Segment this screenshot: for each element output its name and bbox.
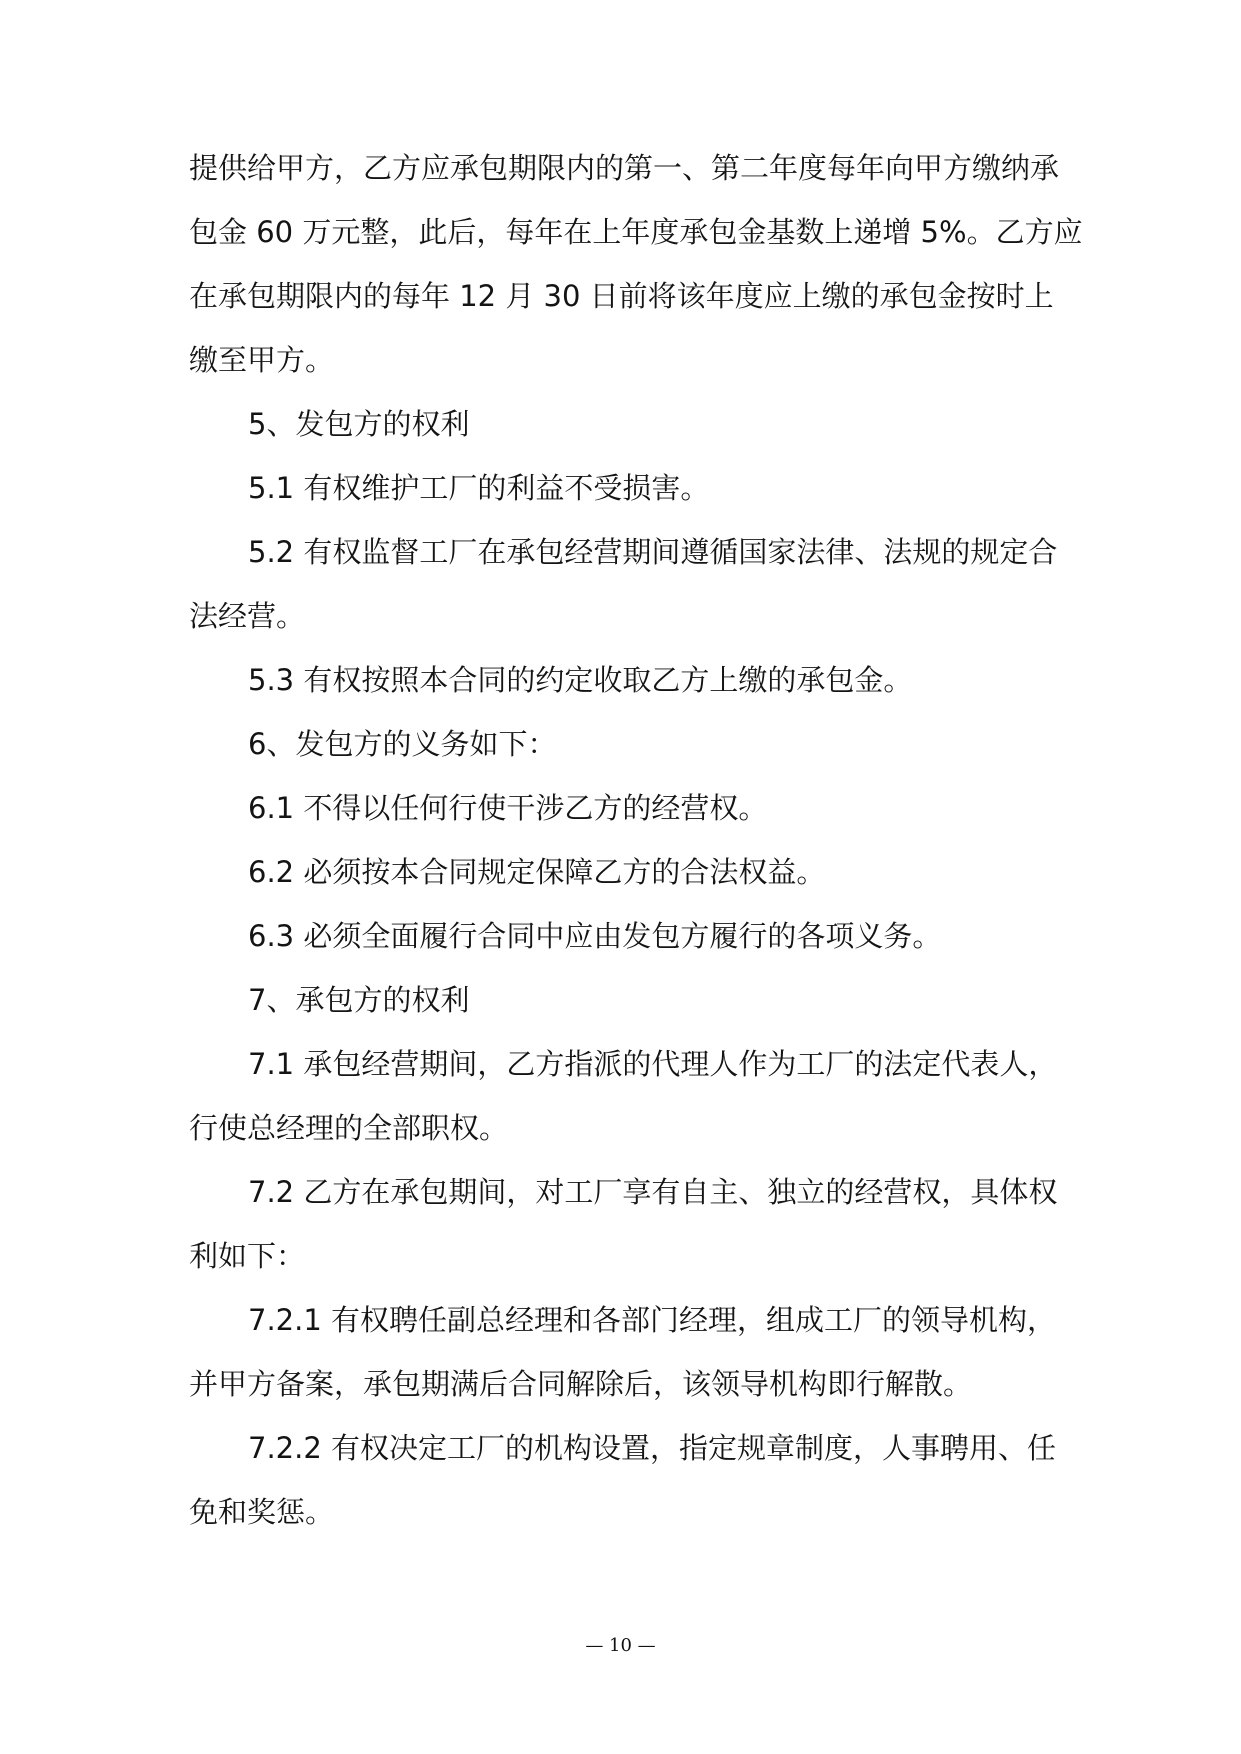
section-heading: 6、发包方的义务如下： [248,727,557,761]
paragraph-line: 在承包期限内的每年 12 月 30 日前将该年度应上缴的承包金按时上 [189,279,1054,313]
clause-line: 并甲方备案，承包期满后合同解除后，该领导机构即行解散。 [189,1367,973,1401]
clause-line: 7.2.1 有权聘任副总经理和各部门经理，组成工厂的领导机构， [248,1303,1057,1337]
paragraph-line: 提供给甲方，乙方应承包期限内的第一、第二年度每年向甲方缴纳承 [189,151,1060,185]
paragraph-line: 包金 60 万元整，此后，每年在上年度承包金基数上递增 5%。乙方应 [189,215,1083,249]
section-heading: 5、发包方的权利 [248,407,470,441]
section-heading: 7、承包方的权利 [248,983,470,1017]
clause-line: 5.3 有权按照本合同的约定收取乙方上缴的承包金。 [248,663,913,697]
paragraph-line: 缴至甲方。 [189,343,335,377]
page-number: — 10 — [585,1635,656,1656]
clause-line: 利如下： [189,1239,306,1273]
clause-line: 5.2 有权监督工厂在承包经营期间遵循国家法律、法规的规定合 [248,535,1058,569]
clause-line: 7.1 承包经营期间，乙方指派的代理人作为工厂的法定代表人， [248,1047,1058,1081]
clause-line: 7.2.2 有权决定工厂的机构设置，指定规章制度，人事聘用、任 [248,1431,1057,1465]
clause-line: 6.3 必须全面履行合同中应由发包方履行的各项义务。 [248,919,942,953]
clause-line: 5.1 有权维护工厂的利益不受损害。 [248,471,710,505]
clause-line: 法经营。 [189,599,306,633]
clause-line: 免和奖惩。 [189,1495,335,1529]
clause-line: 7.2 乙方在承包期间，对工厂享有自主、独立的经营权，具体权 [248,1175,1058,1209]
clause-line: 6.2 必须按本合同规定保障乙方的合法权益。 [248,855,826,889]
clause-line: 行使总经理的全部职权。 [189,1111,509,1145]
clause-line: 6.1 不得以任何行使干涉乙方的经营权。 [248,791,768,825]
